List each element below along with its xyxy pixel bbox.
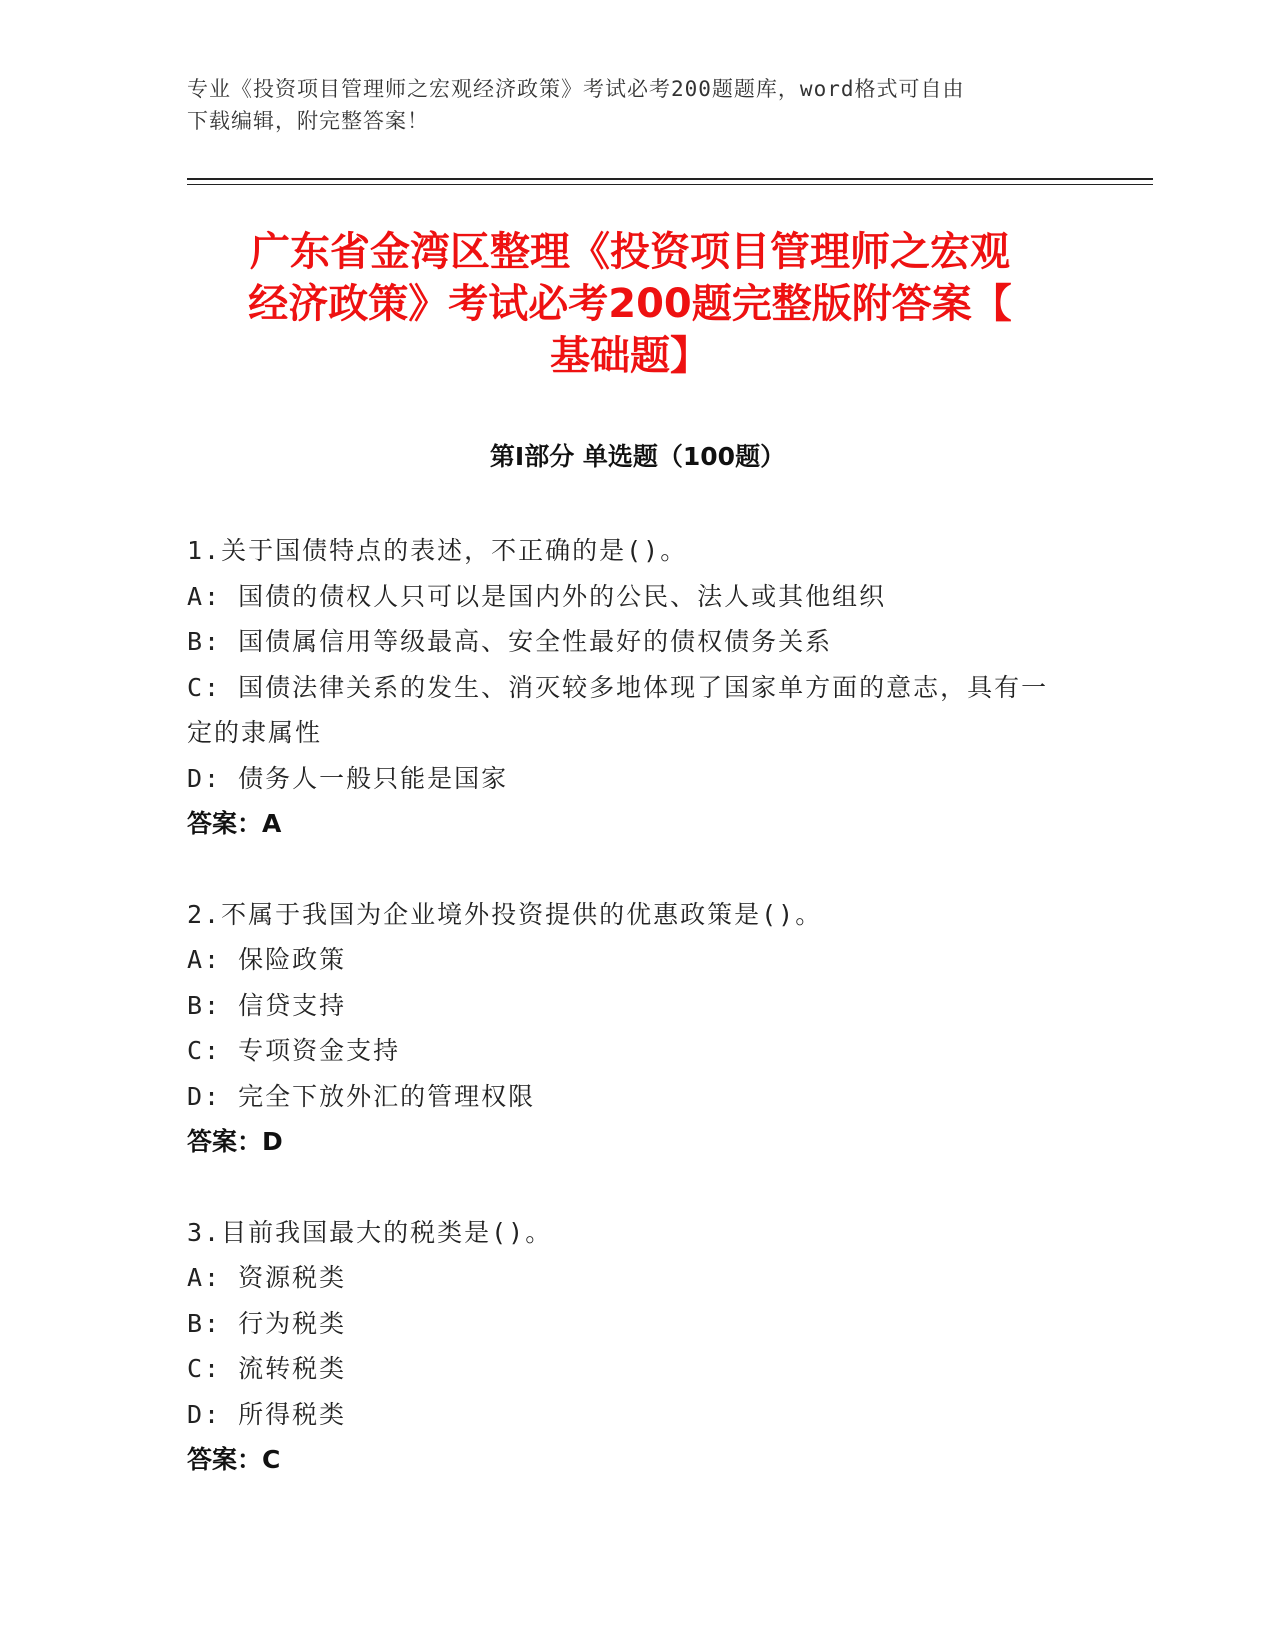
- header-rule-thick: [187, 178, 1153, 180]
- document-title-line1: 广东省金湾区整理《投资项目管理师之宏观: [250, 229, 1010, 275]
- question-option-c: C: 流转税类: [187, 1354, 347, 1383]
- document-title-line3: 基础题】: [550, 333, 710, 379]
- question-option-b: B: 信贷支持: [187, 990, 347, 1020]
- header-note: [187, 73, 1087, 137]
- section-title: 第Ⅰ部分 单选题（100题）: [489, 442, 786, 471]
- document-title: [190, 226, 1070, 382]
- question-option-a: A: 国债的债权人只可以是国内外的公民、法人或其他组织: [187, 581, 887, 611]
- question-stem: 2.不属于我国为企业境外投资提供的优惠政策是()。: [187, 899, 823, 929]
- question-answer: 答案：C: [187, 1445, 281, 1474]
- question-option-b: B: 国债属信用等级最高、安全性最好的债权债务关系: [187, 627, 833, 656]
- question-list: [187, 528, 1067, 1528]
- header-note-line2: 下载编辑，附完整答案！: [187, 109, 429, 133]
- question-option-c: C: 国债法律关系的发生、消灭较多地体现了国家单方面的意志，具有一定的隶属性: [187, 672, 1049, 747]
- question-option-d: D: 债务人一般只能是国家: [187, 763, 509, 793]
- question-option-b: B: 行为税类: [187, 1308, 347, 1338]
- question-option-a: A: 资源税类: [187, 1263, 347, 1292]
- question-2: [187, 892, 1067, 1165]
- question-option-d: D: 完全下放外汇的管理权限: [187, 1081, 536, 1111]
- document-title-line2: 经济政策》考试必考200题完整版附答案【: [248, 281, 1012, 327]
- question-stem: 3.目前我国最大的税类是()。: [187, 1217, 553, 1247]
- question-1: [187, 528, 1067, 847]
- question-answer: 答案：D: [187, 1127, 283, 1156]
- header-rule-thin: [187, 184, 1153, 185]
- question-option-a: A: 保险政策: [187, 945, 347, 974]
- header-note-line1: 专业《投资项目管理师之宏观经济政策》考试必考200题题库，word格式可自由: [187, 77, 965, 101]
- question-option-d: D: 所得税类: [187, 1399, 347, 1429]
- question-answer: 答案：A: [187, 809, 282, 838]
- question-3: [187, 1210, 1067, 1483]
- question-option-c: C: 专项资金支持: [187, 1036, 401, 1065]
- question-stem: 1.关于国债特点的表述，不正确的是()。: [187, 536, 688, 565]
